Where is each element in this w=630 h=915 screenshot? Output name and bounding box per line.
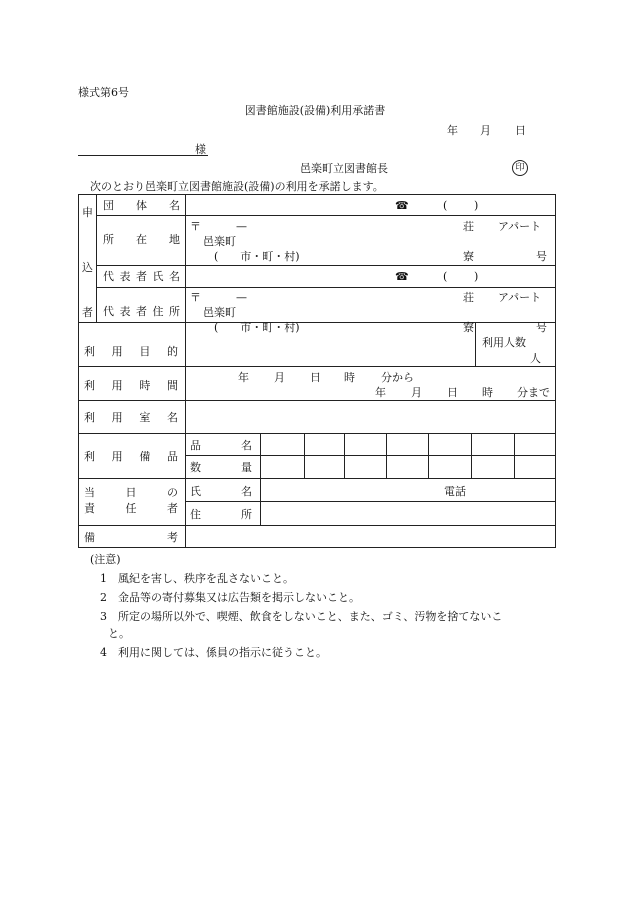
form-number: 様式第6号 [78, 86, 129, 99]
note-4-num: 4 [100, 646, 107, 659]
address-label: 所 在 地 [103, 233, 180, 246]
rep-phone-paren-close: ) [474, 270, 479, 283]
user-count-unit: 人 [530, 352, 541, 365]
equipment-label: 利 用 備 品 [84, 450, 178, 463]
addressee-suffix: 様 [195, 143, 206, 156]
note-3-text: 所定の場所以外で、喫煙、飲食をしないこと、また、ゴミ、汚物を捨てないこ [118, 610, 503, 623]
time-to-minute: 分まで [517, 386, 550, 399]
applicant-group-char-2: 込 [82, 261, 93, 274]
responsible-name-label: 氏 名 [190, 485, 252, 498]
issuer-name: 邑楽町立図書館長 [300, 162, 388, 175]
document-title: 図書館施設(設備)利用承諾書 [244, 104, 386, 117]
go-label: 号 [536, 250, 547, 263]
room-label: 利 用 室 名 [84, 411, 178, 424]
equipment-qty-label: 数 量 [190, 461, 252, 474]
date-month: 月 [480, 124, 491, 137]
date-day: 日 [515, 124, 526, 137]
responsible-label-line1: 当 日 の [84, 486, 178, 499]
so-label: 荘 [463, 220, 474, 233]
intro-text: 次のとおり邑楽町立図書館施設(設備)の利用を承諾します。 [90, 180, 384, 193]
rep-address-label: 代 表 者 住 所 [103, 305, 180, 318]
rep-phone-icon: ☎ [395, 270, 409, 283]
seal-mark: 印 [512, 160, 528, 176]
note-3-num: 3 [100, 610, 107, 623]
rep-postal-dash: — [236, 291, 247, 304]
note-2-num: 2 [100, 591, 107, 604]
note-1-text: 風紀を害し、秩序を乱さないこと。 [118, 572, 294, 585]
town-label: 邑楽町 [203, 235, 236, 248]
postal-dash: — [236, 220, 247, 233]
note-1-num: 1 [100, 572, 107, 585]
remarks-label: 備 考 [84, 531, 178, 544]
rep-town-label: 邑楽町 [203, 306, 236, 319]
date-year: 年 [447, 124, 458, 137]
responsible-address-label: 住 所 [190, 508, 252, 521]
time-from-year: 年 [238, 371, 249, 384]
city-hint: ( 市・町・村) [214, 250, 300, 263]
responsible-label-line2: 責 任 者 [84, 502, 178, 515]
rep-city-hint: ( 市・町・村) [214, 321, 300, 334]
time-to-month: 月 [411, 386, 422, 399]
user-count-label: 利用人数 [482, 336, 526, 349]
rep-apartment-label: アパート [498, 291, 542, 304]
time-from-month: 月 [274, 371, 285, 384]
time-from-day: 日 [310, 371, 321, 384]
time-to-day: 日 [447, 386, 458, 399]
phone-paren-open: ( [443, 199, 448, 212]
addressee-line [78, 155, 208, 156]
purpose-label: 利 用 目 的 [84, 345, 178, 358]
responsible-phone-label: 電話 [444, 485, 466, 498]
rep-name-label: 代 表 者 氏 名 [103, 270, 180, 283]
time-to-year: 年 [375, 386, 386, 399]
apartment-label: アパート [498, 220, 542, 233]
note-4-text: 利用に関しては、係員の指示に従うこと。 [118, 646, 327, 659]
rep-phone-paren-open: ( [443, 270, 448, 283]
note-2-text: 金品等の寄付募集又は広告類を掲示しないこと。 [118, 591, 360, 604]
applicant-group-char-1: 申 [82, 206, 93, 219]
notes-heading: (注意) [90, 553, 121, 566]
rep-so-label: 荘 [463, 291, 474, 304]
postal-mark: 〒 [190, 220, 201, 233]
phone-paren-close: ) [474, 199, 479, 212]
time-to-hour: 時 [482, 386, 493, 399]
note-3-continuation: と。 [108, 627, 130, 640]
applicant-group-char-3: 者 [82, 306, 93, 319]
time-label: 利 用 時 間 [84, 379, 178, 392]
time-from-minute: 分から [381, 371, 414, 384]
rep-postal-mark: 〒 [190, 291, 201, 304]
time-from-hour: 時 [344, 371, 355, 384]
equipment-item-label: 品 名 [190, 439, 252, 452]
group-name-field[interactable] [186, 196, 386, 214]
group-name-label: 団 体 名 [103, 199, 180, 212]
phone-icon: ☎ [395, 199, 409, 212]
rep-ryo-label: 寮 [463, 321, 474, 334]
rep-go-label: 号 [536, 321, 547, 334]
ryo-label: 寮 [463, 250, 474, 263]
